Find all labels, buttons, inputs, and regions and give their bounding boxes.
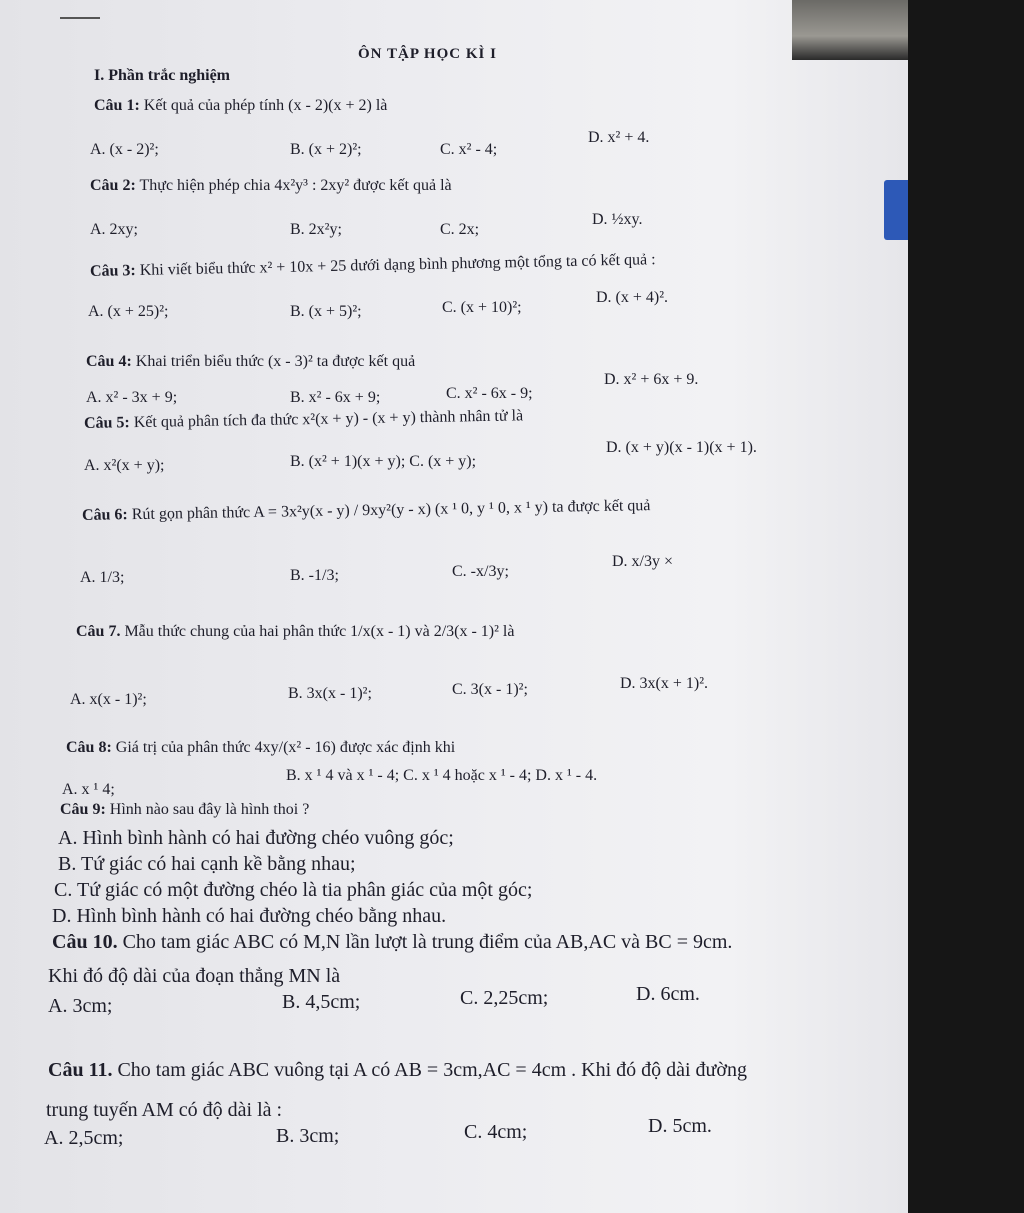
q6-option-c: C. -x/3y; [452, 563, 509, 580]
q10-option-a: A. 3cm; [48, 995, 113, 1017]
q11-option-d: D. 5cm. [648, 1115, 712, 1137]
question-2: Câu 2: Thực hiện phép chia 4x²y³ : 2xy² được kết quả là [90, 177, 452, 194]
q3-option-d: D. (x + 4)². [596, 289, 669, 306]
q7-option-a: A. x(x - 1)²; [70, 691, 147, 708]
q3-option-a: A. (x + 25)²; [88, 303, 169, 320]
q1-option-a: A. (x - 2)²; [90, 141, 159, 158]
q11-option-c: C. 4cm; [464, 1121, 528, 1143]
q4-option-d: D. x² + 6x + 9. [604, 371, 699, 388]
q9-option-c: C. Tứ giác có một đường chéo là tia phân giác của một góc; [54, 879, 533, 901]
question-10: Câu 10. Cho tam giác ABC có M,N lần lượt là trung điểm của AB,AC và BC = 9cm. [52, 931, 733, 953]
q4-option-a: A. x² - 3x + 9; [86, 389, 178, 406]
q11-option-b: B. 3cm; [276, 1125, 340, 1147]
q2-option-b: B. 2x²y; [290, 221, 342, 238]
section-heading: I. Phần trắc nghiệm [94, 67, 230, 84]
q9-option-a: A. Hình bình hành có hai đường chéo vuông góc; [58, 827, 454, 849]
q3-option-b: B. (x + 5)²; [290, 303, 362, 320]
q9-option-b: B. Tứ giác có hai cạnh kề bằng nhau; [58, 853, 356, 875]
question-11-cont: trung tuyến AM có độ dài là : [46, 1099, 283, 1121]
q10-option-c: C. 2,25cm; [460, 987, 549, 1009]
q6-option-a: A. 1/3; [80, 569, 125, 586]
q5-option-b: B. (x² + 1)(x + y); C. (x + y); [290, 453, 477, 470]
question-6: Câu 6: Rút gọn phân thức A = 3x²y(x - y) / 9xy²(y - x) (x ¹ 0, y ¹ 0, x ¹ y) ta được kết quả [81, 497, 651, 524]
q1-option-d: D. x² + 4. [588, 129, 650, 146]
q8-option-b: B. x ¹ 4 và x ¹ - 4; C. x ¹ 4 hoặc x ¹ - 4; D. x ¹ - 4. [286, 767, 598, 784]
page-title: ÔN TẬP HỌC KÌ I [358, 46, 497, 62]
top-dash [60, 17, 100, 19]
question-8: Câu 8: Giá trị của phân thức 4xy/(x² - 16) được xác định khi [66, 739, 456, 756]
q10-option-b: B. 4,5cm; [282, 991, 361, 1013]
q7-option-b: B. 3x(x - 1)²; [288, 685, 372, 702]
q1-option-c: C. x² - 4; [440, 141, 498, 158]
q7-option-c: C. 3(x - 1)²; [452, 681, 528, 698]
q6-option-b: B. -1/3; [290, 567, 339, 584]
q5-option-d: D. (x + y)(x - 1)(x + 1). [606, 439, 757, 456]
q2-option-d: D. ½xy. [592, 211, 643, 228]
background-corner [792, 0, 908, 60]
question-1: Câu 1: Kết quả của phép tính (x - 2)(x + 2) là [94, 97, 388, 114]
q4-option-c: C. x² - 6x - 9; [446, 385, 533, 402]
q7-option-d: D. 3x(x + 1)². [620, 675, 709, 692]
question-10-cont: Khi đó độ dài của đoạn thẳng MN là [48, 965, 341, 987]
q4-option-b: B. x² - 6x + 9; [290, 389, 381, 406]
question-11: Câu 11. Cho tam giác ABC vuông tại A có AB = 3cm,AC = 4cm . Khi đó độ dài đường [48, 1059, 747, 1081]
question-7: Câu 7. Mẫu thức chung của hai phân thức 1/x(x - 1) và 2/3(x - 1)² là [76, 623, 515, 640]
q6-option-d: D. x/3y × [612, 553, 674, 570]
q2-option-a: A. 2xy; [90, 221, 138, 238]
q11-option-a: A. 2,5cm; [44, 1127, 124, 1149]
question-4: Câu 4: Khai triển biểu thức (x - 3)² ta được kết quả [86, 353, 416, 370]
q5-option-a: A. x²(x + y); [84, 457, 165, 474]
blue-object [884, 180, 908, 240]
q8-option-a: A. x ¹ 4; [62, 781, 115, 798]
q1-option-b: B. (x + 2)²; [290, 141, 362, 158]
question-5: Câu 5: Kết quả phân tích đa thức x²(x + y) - (x + y) thành nhân tử là [83, 407, 524, 432]
q9-option-d: D. Hình bình hành có hai đường chéo bằng nhau. [52, 905, 447, 927]
q3-option-c: C. (x + 10)²; [442, 299, 522, 316]
q2-option-c: C. 2x; [440, 221, 480, 238]
question-3: Câu 3: Khi viết biểu thức x² + 10x + 25 dưới dạng bình phương một tổng ta có kết quả : [89, 251, 656, 280]
q10-option-d: D. 6cm. [636, 983, 700, 1005]
question-9: Câu 9: Hình nào sau đây là hình thoi ? [60, 801, 310, 818]
